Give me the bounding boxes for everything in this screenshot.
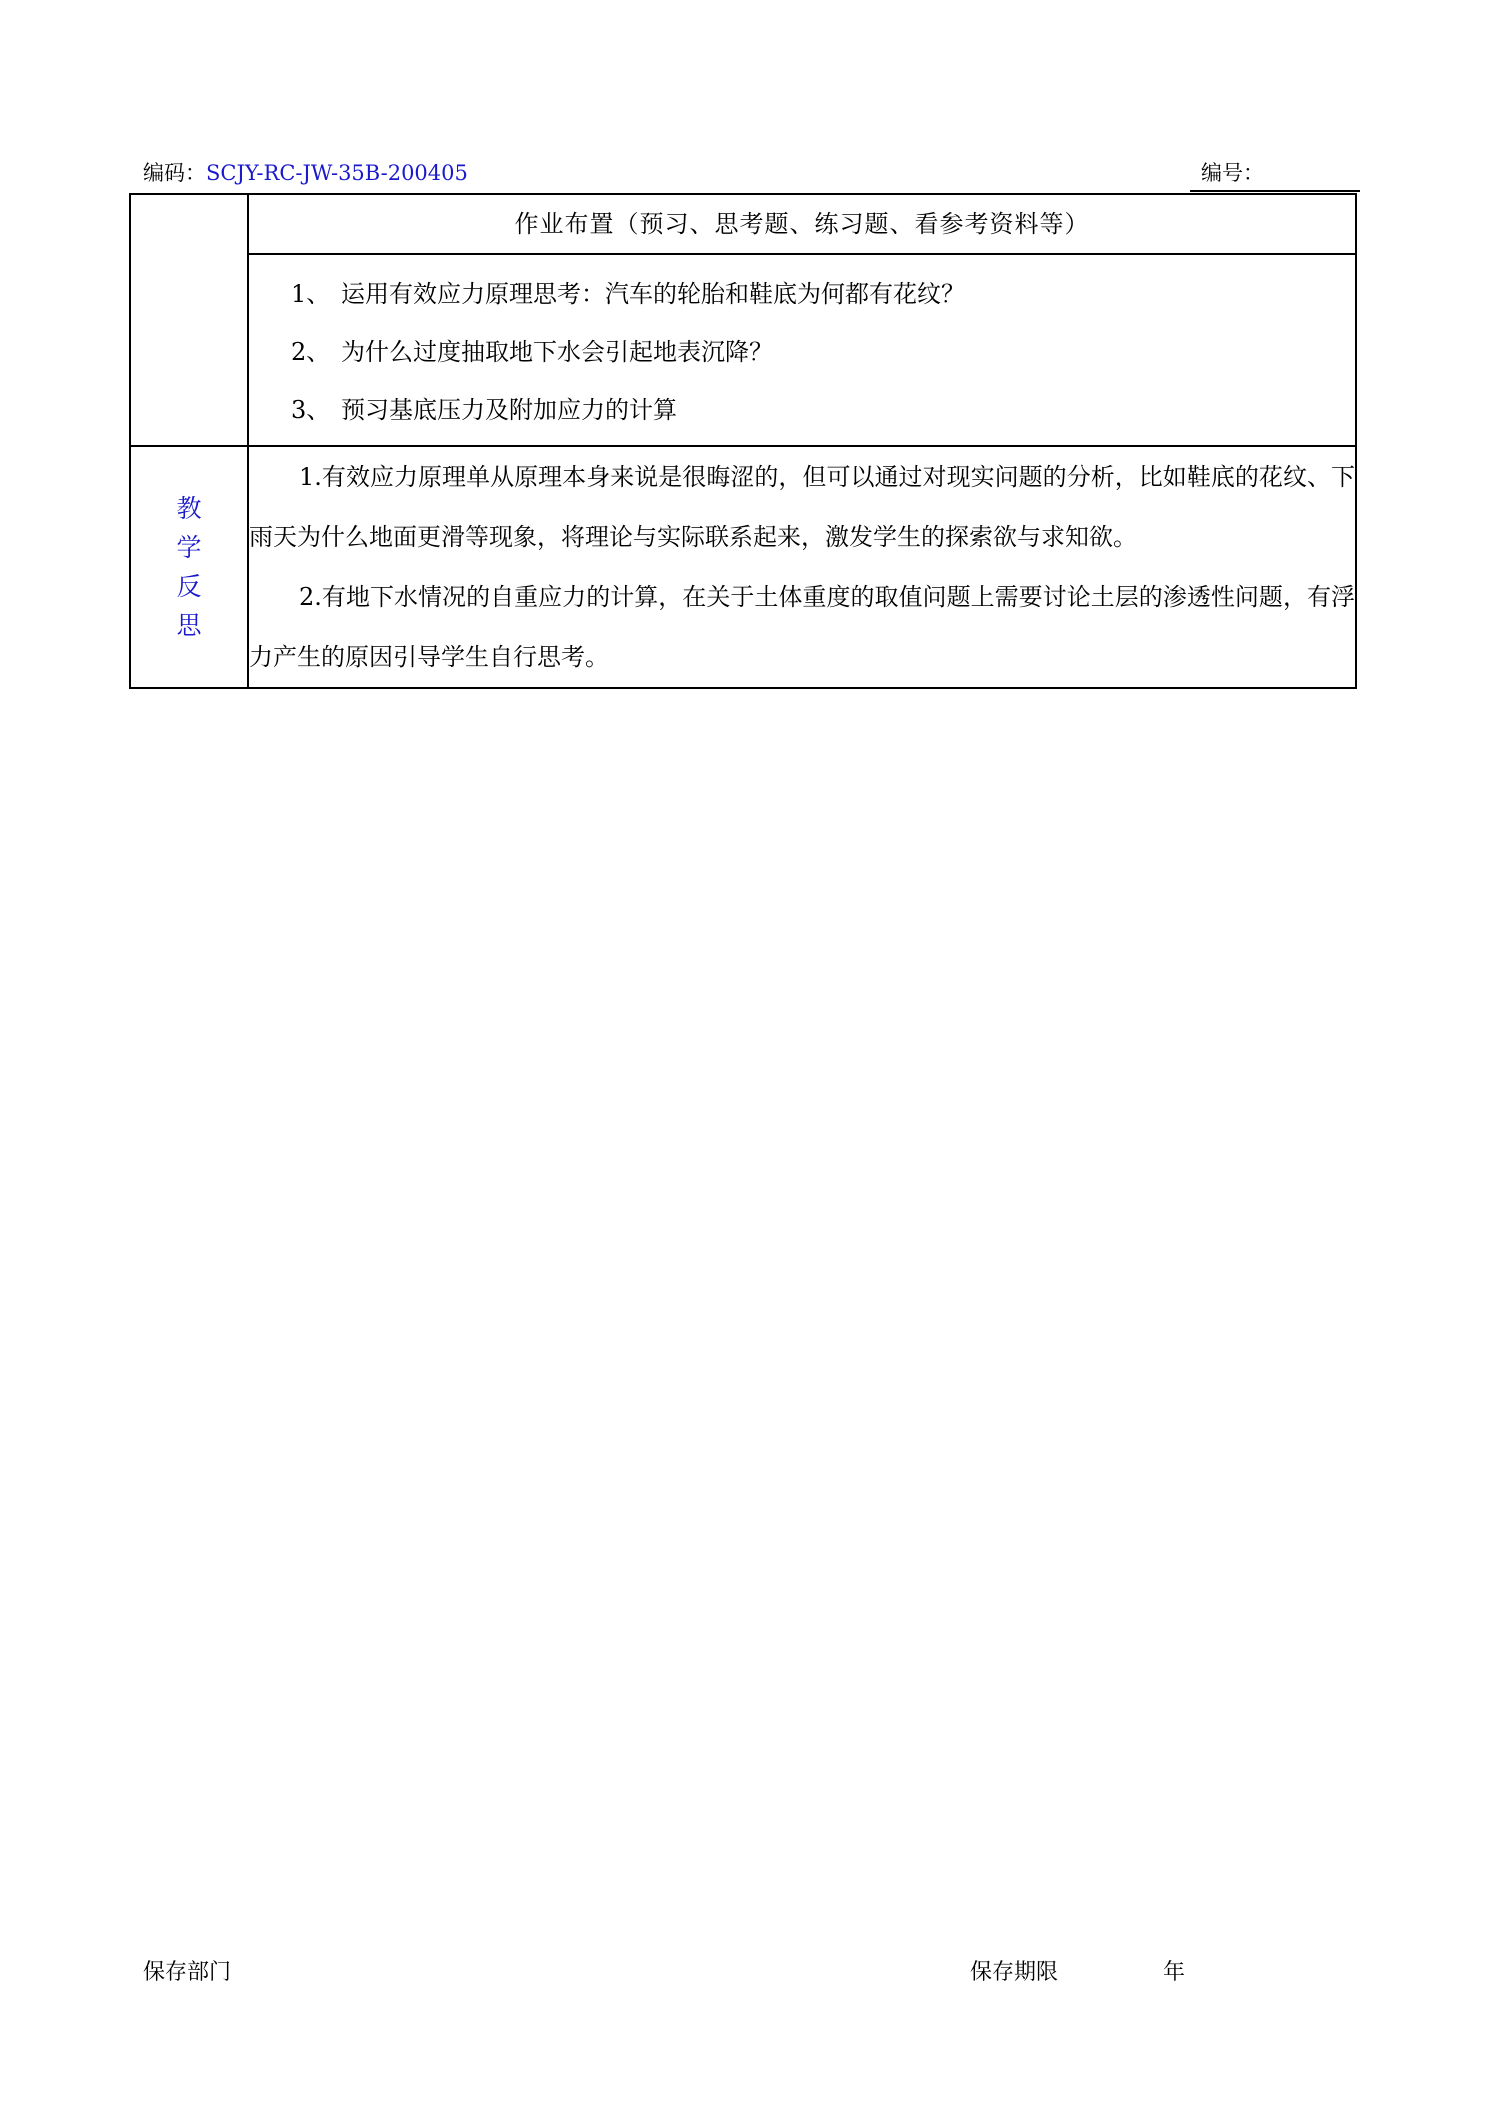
code-value: SCJY-RC-JW-35B-200405 [206, 161, 468, 185]
footer-period-label: 保存期限 [970, 1960, 1059, 1985]
reflection-label-cell [130, 446, 248, 688]
number-label: 编号： [1201, 161, 1264, 185]
homework-title: 作业布置（预习、思考题、练习题、看参考资料等） [514, 210, 1090, 238]
list-item [249, 323, 1355, 381]
code-label: 编码： [143, 161, 206, 185]
homework-items-row [130, 254, 1356, 446]
item-text: 为什么过度抽取地下水会引起地表沉降？ [341, 338, 773, 366]
homework-items-cell [248, 254, 1356, 446]
reflection-paragraph: 2.有地下水情况的自重应力的计算，在关于土体重度的取值问题上需要讨论土层的渗透性问题，有浮力产生的原因引导学生自行思考。 [249, 583, 1355, 671]
lesson-table [129, 193, 1357, 689]
list-item [249, 265, 1355, 323]
homework-title-row [130, 194, 1356, 254]
footer-dept-label: 保存部门 [143, 1960, 232, 1985]
reflection-paragraph: 1.有效应力原理单从原理本身来说是很晦涩的，但可以通过对现实问题的分析，比如鞋底的花纹、下雨天为什么地面更滑等现象，将理论与实际联系起来，激发学生的探索欲与求知欲。 [249, 463, 1355, 551]
homework-list [249, 255, 1355, 445]
homework-title-cell [248, 194, 1356, 254]
list-item [249, 381, 1355, 439]
item-number: 2、 [291, 338, 331, 366]
item-number: 1、 [291, 280, 331, 308]
item-text: 预习基底压力及附加应力的计算 [341, 396, 677, 424]
document-header [143, 158, 1363, 188]
footer-year-label: 年 [1163, 1960, 1186, 1985]
reflection-content-cell [248, 446, 1356, 688]
code-field [143, 158, 468, 188]
reflection-label-char: 思 [176, 611, 202, 640]
reflection-row [130, 446, 1356, 688]
reflection-label-char: 反 [176, 572, 202, 601]
item-number: 3、 [291, 396, 331, 424]
reflection-label-char: 教 [176, 494, 202, 523]
item-text: 运用有效应力原理思考：汽车的轮胎和鞋底为何都有花纹？ [341, 280, 965, 308]
reflection-label-char: 学 [176, 533, 202, 562]
number-underline [1190, 190, 1360, 192]
homework-label-cell [130, 194, 248, 446]
